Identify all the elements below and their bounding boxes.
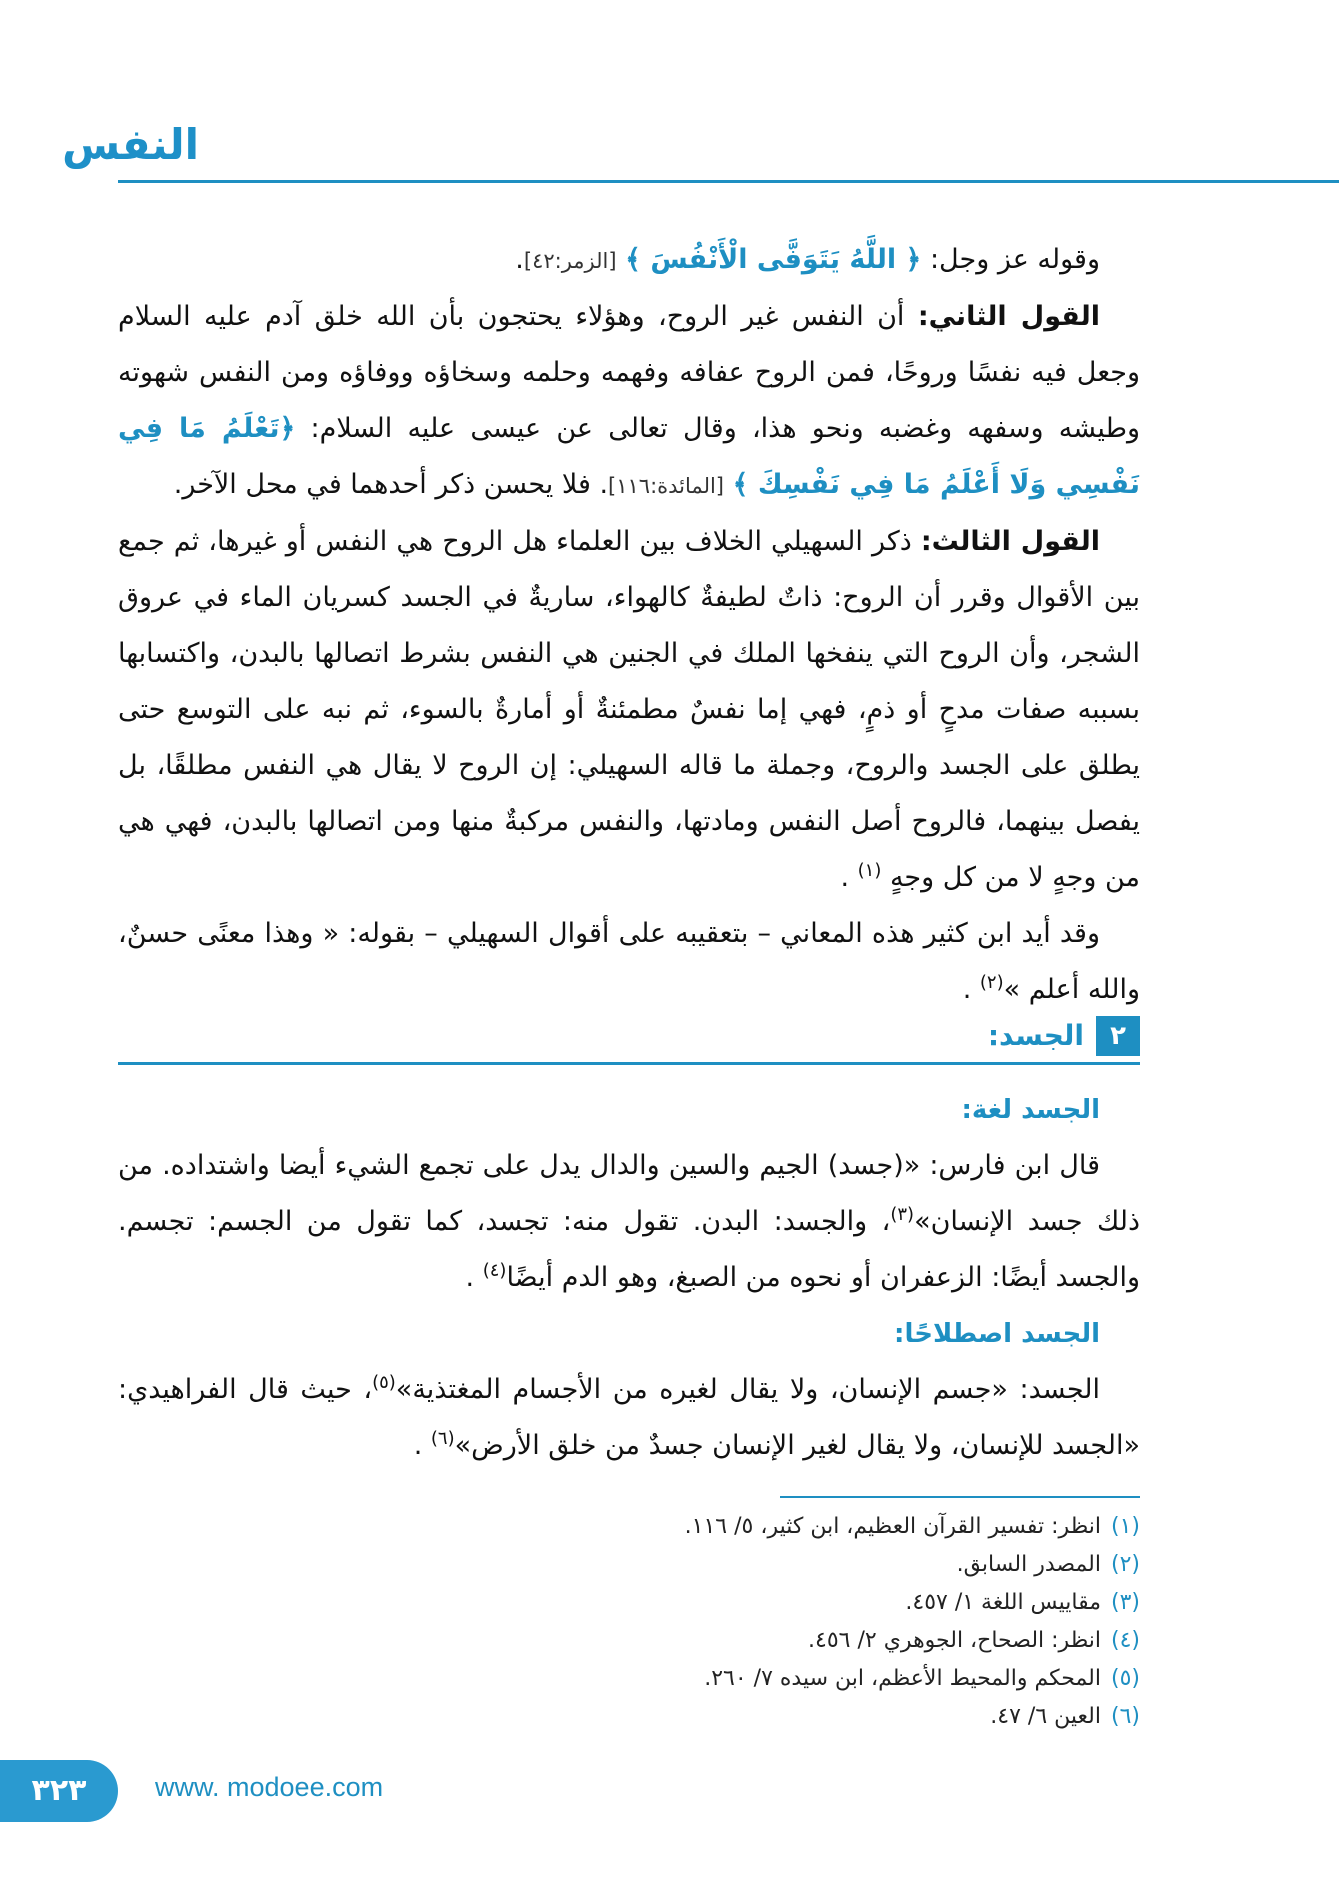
footnote-text: انظر: تفسير القرآن العظيم، ابن كثير، ٥/ ١١٦. bbox=[684, 1514, 1101, 1539]
p2-text: أن النفس غير الروح، وهؤلاء يحتجون بأن الله خلق آدم عليه السلام وجعل فيه نفسًا وروحًا، فمن الروح عفافه وفهمه وحلمه وسخاؤه ووفاؤه ومن النفس شهوته وطيشه وسفهه وغضبه ونحو هذا، وقال تعالى عن عيسى عليه السلام: bbox=[118, 301, 1140, 444]
footnote-number: (٢) bbox=[1110, 1552, 1140, 1577]
paragraph-5 bbox=[118, 1138, 1140, 1306]
third-opinion-label: القول الثالث: bbox=[920, 526, 1100, 557]
p2-end: . فلا يحسن ذكر أحدهما في محل الآخر. bbox=[173, 469, 609, 500]
p4-end: . bbox=[962, 974, 980, 1005]
second-opinion-label: القول الثاني: bbox=[917, 301, 1100, 332]
footnote-ref[interactable]: (٣) bbox=[890, 1204, 915, 1225]
header-rule bbox=[118, 180, 1339, 183]
footnote-ref[interactable]: (٤) bbox=[482, 1260, 507, 1281]
footnote-ref[interactable]: (٥) bbox=[372, 1372, 396, 1393]
footnote-item bbox=[240, 1546, 1140, 1584]
section-text bbox=[118, 1082, 1140, 1474]
footnote-number: (٥) bbox=[1110, 1666, 1140, 1691]
p6-mid: ، حيث قال الفراهيدي: «الجسد للإنسان، ولا يقال لغير الإنسان جسدٌ من خلق الأرض» bbox=[118, 1374, 1140, 1461]
footnote-text: المحكم والمحيط الأعظم، ابن سيده ٧/ ٢٦٠. bbox=[704, 1666, 1101, 1691]
quran-verse: ﴿تَعْلَمُ مَا فِي نَفْسِي وَلَا أَعْلَمُ مَا فِي نَفْسِكَ ﴾ bbox=[118, 413, 1140, 500]
footnote-number: (٦) bbox=[1110, 1704, 1140, 1729]
paragraph-3 bbox=[118, 514, 1140, 906]
footnote-text: مقاييس اللغة ١/ ٤٥٧. bbox=[905, 1590, 1101, 1615]
p5-mid: ، والجسد: البدن. تقول منه: تجسد، كما تقول من الجسم: تجسم. والجسد أيضًا: الزعفران أو نحوه من الصبغ، وهو الدم أيضًا bbox=[118, 1206, 1140, 1293]
footnote-item bbox=[240, 1698, 1140, 1736]
paragraph-2 bbox=[118, 289, 1140, 514]
p4-text: وقد أيد ابن كثير هذه المعاني – بتعقيبه على أقوال السهيلي – بقوله: « وهذا معنًى حسنٌ، والله أعلم » bbox=[118, 918, 1140, 1005]
p1-lead: وقوله عز وجل: bbox=[921, 244, 1100, 275]
paragraph-6 bbox=[118, 1362, 1140, 1474]
section-header bbox=[118, 1012, 1140, 1065]
p6-end: . bbox=[413, 1430, 431, 1461]
footnote-ref[interactable]: (٦) bbox=[430, 1428, 455, 1449]
footnote-number: (٤) bbox=[1110, 1628, 1140, 1653]
subheading-terminological: الجسد اصطلاحًا: bbox=[894, 1319, 1100, 1349]
footnote-item bbox=[240, 1584, 1140, 1622]
subheading-linguistic: الجسد لغة: bbox=[961, 1095, 1100, 1125]
footnote-item bbox=[240, 1508, 1140, 1546]
p5-text: قال ابن فارس: «(جسد) الجيم والسين والدال يدل على تجمع الشيء أيضا واشتداده. من ذلك جسد الإنسان» bbox=[118, 1150, 1140, 1237]
footnote-text: انظر: الصحاح، الجوهري ٢/ ٤٥٦. bbox=[808, 1628, 1101, 1653]
p3-end: . bbox=[840, 862, 858, 893]
footnote-number: (٣) bbox=[1110, 1590, 1140, 1615]
footnote-ref[interactable]: (٢) bbox=[979, 972, 1004, 993]
page-number-badge: ٣٢٣ bbox=[0, 1760, 118, 1822]
footnote-number: (١) bbox=[1110, 1514, 1140, 1539]
section-number-badge: ٢ bbox=[1096, 1016, 1140, 1056]
footnote-text: المصدر السابق. bbox=[956, 1552, 1101, 1577]
quran-verse: ﴿ اللَّهُ يَتَوَفَّى الْأَنْفُسَ ﴾ bbox=[625, 244, 922, 275]
main-text bbox=[118, 232, 1140, 1018]
footnote-ref[interactable]: (١) bbox=[857, 860, 882, 881]
verse-reference: [المائدة:١١٦] bbox=[608, 474, 724, 498]
footnote-item bbox=[240, 1660, 1140, 1698]
website-link[interactable]: www. modoee.com bbox=[155, 1772, 384, 1802]
p3-text: ذكر السهيلي الخلاف بين العلماء هل الروح هي النفس أو غيرها، ثم جمع بين الأقوال وقرر أن الروح: ذاتٌ لطيفةٌ كالهواء، ساريةٌ في الجسد كسريان الماء في عروق الشجر، وأن الروح التي ينفخها الملك في الجنين هي النفس بشرط اتصالها بالبدن، واكتسابها بسببه صفات مدحٍ أو ذمٍ، فهي إما نفسٌ مطمئنةٌ أو أمارةٌ بالسوء، ثم نبه على التوسع حتى يطلق على الجسد والروح، وجملة ما قاله السهيلي: إن الروح لا يقال هي النفس مطلقًا، بل يفصل بينهما، فالروح أصل النفس ومادتها، والنفس مركبةٌ منها ومن اتصالها بالبدن، فهي هي من وجهٍ لا من كل وجهٍ bbox=[118, 526, 1140, 893]
footnote-rule bbox=[780, 1496, 1140, 1498]
paragraph-1 bbox=[118, 232, 1140, 289]
running-title: النفس bbox=[62, 120, 199, 169]
p1-end: . bbox=[515, 244, 524, 275]
footnote-item bbox=[240, 1622, 1140, 1660]
paragraph-4 bbox=[118, 906, 1140, 1018]
footnote-text: العين ٦/ ٤٧. bbox=[990, 1704, 1101, 1729]
footnotes bbox=[240, 1508, 1140, 1736]
p6-text: الجسد: «جسم الإنسان، ولا يقال لغيره من الأجسام المغتذية» bbox=[395, 1374, 1101, 1405]
verse-reference: [الزمر:٤٢] bbox=[523, 249, 617, 273]
p5-end: . bbox=[465, 1262, 483, 1293]
section-title: الجسد: bbox=[987, 1019, 1084, 1052]
